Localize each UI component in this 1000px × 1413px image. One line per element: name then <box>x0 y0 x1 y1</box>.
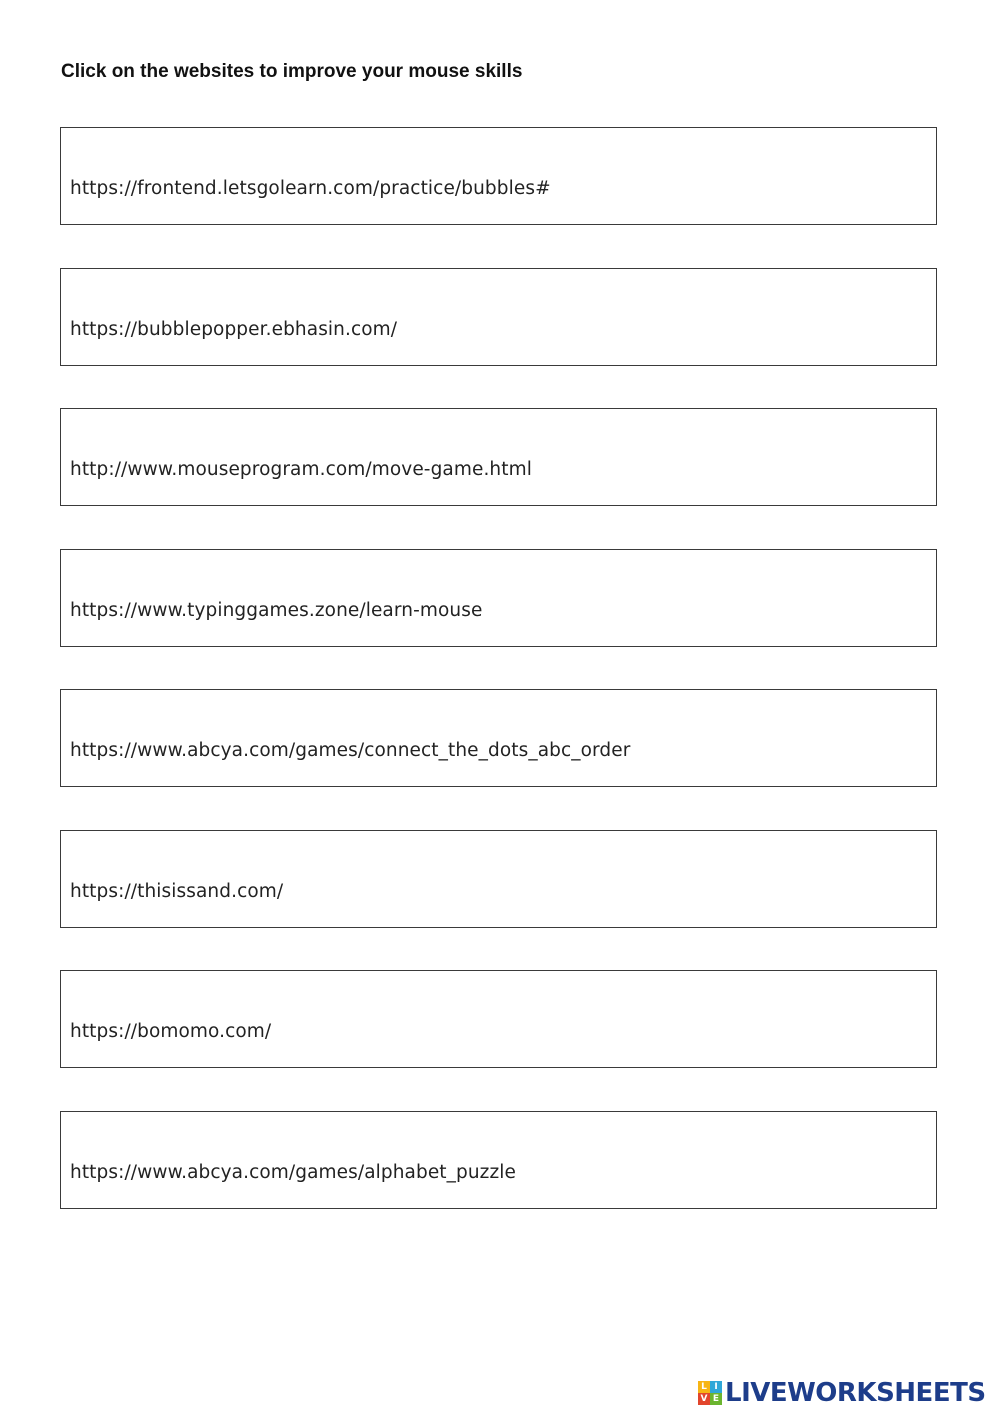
link-box-2 <box>60 268 937 366</box>
logo-letter-i: I <box>710 1381 722 1393</box>
logo-letter-e: E <box>710 1393 722 1405</box>
logo-letter-l: L <box>698 1381 710 1393</box>
website-link-2[interactable]: https://bubblepopper.ebhasin.com/ <box>70 319 398 340</box>
website-link-6[interactable]: https://thisissand.com/ <box>70 881 284 902</box>
website-link-3[interactable]: http://www.mouseprogram.com/move-game.html <box>70 459 532 480</box>
link-box-5 <box>60 689 937 787</box>
logo-letter-v: V <box>698 1393 710 1405</box>
link-box-8 <box>60 1111 937 1209</box>
link-box-7 <box>60 970 937 1068</box>
website-link-7[interactable]: https://bomomo.com/ <box>70 1021 272 1042</box>
liveworksheets-logo-icon <box>698 1381 722 1405</box>
link-box-6 <box>60 830 937 928</box>
website-link-4[interactable]: https://www.typinggames.zone/learn-mouse <box>70 600 483 621</box>
link-box-1 <box>60 127 937 225</box>
liveworksheets-logo <box>698 1378 986 1408</box>
website-link-5[interactable]: https://www.abcya.com/games/connect_the_dots_abc_order <box>70 740 631 761</box>
brand-name: LIVEWORKSHEETS <box>725 1378 986 1408</box>
website-link-1[interactable]: https://frontend.letsgolearn.com/practice/bubbles# <box>70 178 551 199</box>
page-title: Click on the websites to improve your mouse skills <box>61 61 523 82</box>
link-box-3 <box>60 408 937 506</box>
website-link-8[interactable]: https://www.abcya.com/games/alphabet_puzzle <box>70 1162 517 1183</box>
link-box-4 <box>60 549 937 647</box>
